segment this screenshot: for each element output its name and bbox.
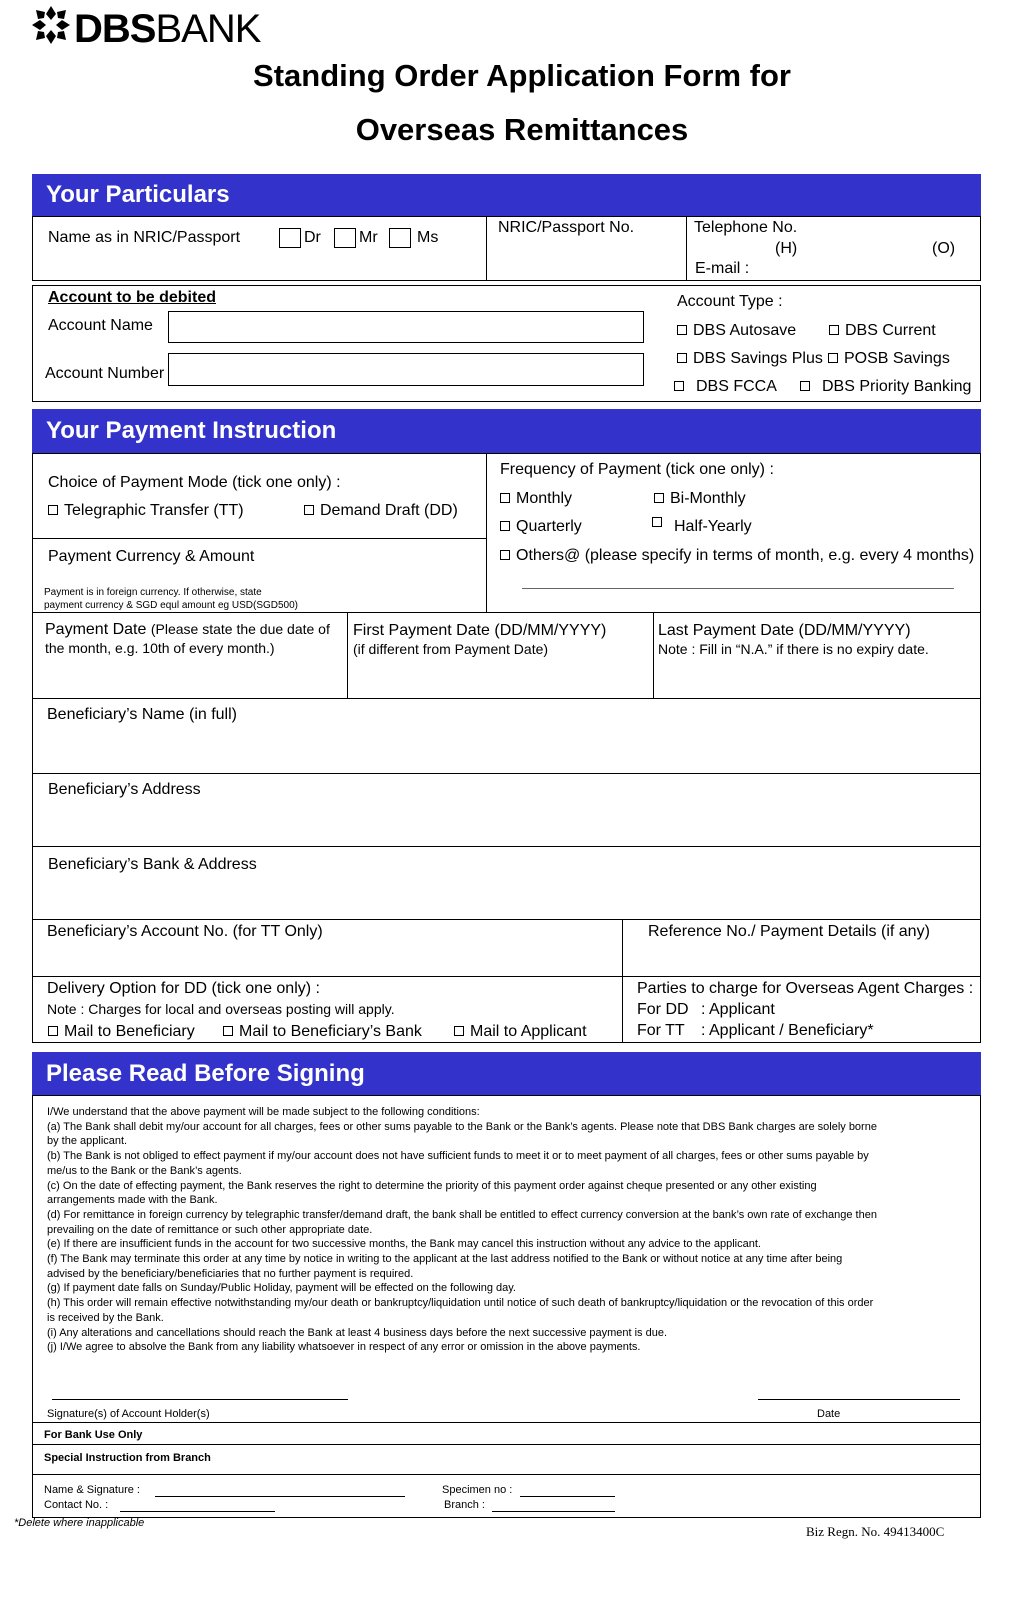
office-phone-label: (O) — [932, 240, 956, 257]
currency-note-line1: Payment is in foreign currency. If otherwise, state — [44, 587, 262, 598]
freq-bimonthly-label: Bi-Monthly — [670, 490, 746, 507]
signing-header: Please Read Before Signing — [32, 1052, 981, 1095]
first-payment-note: (if different from Payment Date) — [353, 641, 549, 657]
checkbox-icon — [48, 1026, 58, 1036]
reference-label: Reference No./ Payment Details (if any) — [648, 923, 930, 940]
divider — [347, 612, 348, 698]
freq-quarterly-label: Quarterly — [516, 518, 582, 535]
payment-date-note1: (Please state the due date of — [150, 621, 330, 637]
registration-number: Biz Regn. No. 49413400C — [806, 1524, 945, 1539]
condition-line: (g) If payment date falls on Sunday/Public Holiday, payment will be effected on the following day. — [47, 1282, 516, 1295]
title-ms-checkbox[interactable] — [389, 228, 411, 248]
charges-tt-value: : Applicant / Beneficiary* — [701, 1022, 874, 1039]
freq-bimonthly[interactable] — [654, 490, 746, 508]
divider — [32, 846, 981, 847]
signature-label: Signature(s) of Account Holder(s) — [47, 1408, 210, 1420]
freq-monthly-label: Monthly — [516, 490, 573, 507]
checkbox-icon — [223, 1026, 233, 1036]
nric-label: NRIC/Passport No. — [498, 219, 635, 236]
freq-others[interactable] — [500, 547, 974, 565]
account-heading: Account to be debited — [48, 289, 216, 306]
checkbox-icon — [800, 381, 810, 391]
specimen-line[interactable] — [520, 1496, 615, 1497]
type-current-label: DBS Current — [845, 322, 936, 339]
last-payment-label: Last Payment Date (DD/MM/YYYY) — [658, 622, 911, 639]
beneficiary-bank-label: Beneficiary’s Bank & Address — [48, 856, 257, 873]
account-name-label: Account Name — [48, 317, 153, 334]
type-savings-plus-label: DBS Savings Plus — [693, 350, 823, 367]
type-priority-label: DBS Priority Banking — [822, 378, 972, 395]
charges-dd-value: : Applicant — [701, 1001, 775, 1018]
checkbox-icon — [48, 505, 58, 515]
page-title-line1: Standing Order Application Form for — [253, 58, 791, 93]
brand-logo-text — [74, 6, 260, 52]
name-signature-line[interactable] — [155, 1496, 405, 1497]
others-specify-line[interactable] — [522, 588, 954, 589]
checkbox-icon — [674, 381, 684, 391]
divider — [32, 919, 981, 920]
dbs-star-logo-icon — [30, 4, 72, 46]
signature-line[interactable] — [52, 1399, 348, 1400]
account-type-label: Account Type : — [677, 293, 783, 310]
checkbox-icon — [828, 353, 838, 363]
delivery-bank[interactable] — [223, 1023, 422, 1041]
charges-label: Parties to charge for Overseas Agent Charges : — [637, 980, 974, 997]
condition-line: me/us to the Bank or the Bank’s agents. — [47, 1164, 242, 1177]
account-name-input[interactable] — [168, 311, 644, 343]
checkbox-icon — [500, 493, 510, 503]
checkbox-icon — [829, 325, 839, 335]
type-fcca[interactable] — [674, 378, 777, 396]
home-phone-label: (H) — [775, 240, 798, 257]
freq-halfyearly-label: Half-Yearly — [674, 518, 752, 535]
brand-thin: BANK — [155, 7, 261, 51]
payment-date-title: Payment Date — [45, 621, 147, 638]
telephone-label: Telephone No. — [694, 219, 798, 236]
title-ms-label: Ms — [417, 229, 439, 246]
frequency-label: Frequency of Payment (tick one only) : — [500, 461, 774, 478]
type-current[interactable] — [829, 322, 936, 340]
condition-line: arrangements made with the Bank. — [47, 1194, 218, 1207]
payment-box — [32, 453, 981, 1043]
divider — [486, 453, 487, 612]
condition-line: (a) The Bank shall debit my/our account for all charges, fees or other sums payable to the Bank or the Bank’s agents. Please note that DBS Bank charges are solely borne — [47, 1120, 877, 1133]
freq-halfyearly[interactable] — [652, 514, 752, 535]
condition-line: (b) The Bank is not obliged to effect payment if my/our account does not have sufficient funds to meet it or to meet payment of all charges, fees or other sums payable by — [47, 1150, 869, 1163]
condition-line: I/We understand that the above payment will be made subject to the following conditions: — [47, 1106, 480, 1118]
beneficiary-account-label: Beneficiary’s Account No. (for TT Only) — [47, 923, 323, 940]
condition-line: (d) For remittance in foreign currency by telegraphic transfer/demand draft, the bank shall be entitled to effect currency conversion at the bank’s own rate of exchange then — [47, 1208, 877, 1221]
bank-use-heading: For Bank Use Only — [44, 1429, 143, 1441]
divider — [32, 1444, 981, 1445]
delivery-applicant[interactable] — [454, 1023, 587, 1041]
condition-line: (c) On the date of effecting payment, the Bank reserves the right to determine the priority of this payment order against cheque presented or any other existing — [47, 1179, 817, 1192]
freq-quarterly[interactable] — [500, 518, 582, 536]
divider — [32, 1422, 981, 1423]
type-savings-plus[interactable] — [677, 350, 823, 368]
divider — [486, 216, 487, 281]
mode-dd[interactable] — [304, 502, 458, 520]
delivery-note: Note : Charges for local and overseas posting will apply. — [47, 1001, 395, 1017]
branch-label: Branch : — [444, 1499, 485, 1511]
type-priority[interactable] — [800, 378, 971, 396]
contact-line[interactable] — [120, 1511, 275, 1512]
checkbox-icon — [500, 550, 510, 560]
checkbox-icon — [652, 517, 662, 527]
last-payment-note: Note : Fill in “N.A.” if there is no expiry date. — [658, 641, 929, 657]
beneficiary-name-label: Beneficiary’s Name (in full) — [47, 706, 237, 723]
delivery-beneficiary[interactable] — [48, 1023, 195, 1041]
mode-dd-label: Demand Draft (DD) — [320, 502, 458, 519]
divider — [32, 1474, 981, 1475]
checkbox-icon — [454, 1026, 464, 1036]
condition-line: (i) Any alterations and cancellations should reach the Bank at least 4 business days before the next successive payment is due. — [47, 1326, 668, 1339]
branch-line[interactable] — [492, 1511, 615, 1512]
name-label: Name as in NRIC/Passport — [48, 229, 241, 246]
divider — [32, 773, 981, 774]
name-signature-label: Name & Signature : — [44, 1484, 140, 1496]
mode-label: Choice of Payment Mode (tick one only) : — [48, 474, 341, 491]
divider — [653, 612, 654, 698]
contact-label: Contact No. : — [44, 1499, 109, 1511]
type-posb-savings-label: POSB Savings — [844, 350, 950, 367]
checkbox-icon — [677, 325, 687, 335]
checkbox-icon — [677, 353, 687, 363]
date-line[interactable] — [758, 1399, 960, 1400]
divider — [32, 538, 486, 539]
divider — [32, 976, 981, 977]
date-label: Date — [817, 1408, 841, 1420]
condition-line: (h) This order will remain effective notwithstanding my/our death or bankruptcy/liquidation until notice of such death of bankruptcy/liquidation or the revocation of this order — [47, 1297, 874, 1310]
mode-tt[interactable] — [48, 502, 244, 520]
mode-tt-label: Telegraphic Transfer (TT) — [64, 502, 244, 519]
delivery-beneficiary-label: Mail to Beneficiary — [64, 1023, 195, 1040]
condition-line: (e) If there are insufficient funds in the account for two successive months, the Bank may cancel this instruction without any advice to the applicant. — [47, 1238, 761, 1251]
type-posb-savings[interactable] — [828, 350, 950, 368]
title-dr-checkbox[interactable] — [279, 228, 301, 248]
type-autosave-label: DBS Autosave — [693, 322, 797, 339]
conditions-list — [47, 1105, 977, 1355]
type-autosave[interactable] — [677, 322, 796, 340]
payment-date-label — [45, 621, 330, 639]
checkbox-icon — [500, 521, 510, 531]
first-payment-label: First Payment Date (DD/MM/YYYY) — [353, 622, 607, 639]
special-instruction-label: Special Instruction from Branch — [44, 1452, 211, 1464]
divider — [686, 216, 687, 281]
email-label: E-mail : — [695, 260, 750, 277]
condition-line: prevailing on the date of remittance or such other appropriate date. — [47, 1223, 373, 1236]
currency-label: Payment Currency & Amount — [48, 548, 255, 565]
charges-dd-key: For DD — [637, 1001, 689, 1018]
specimen-label: Specimen no : — [442, 1484, 513, 1496]
checkbox-icon — [304, 505, 314, 515]
title-mr-checkbox[interactable] — [334, 228, 356, 248]
payment-date-note2: the month, e.g. 10th of every month.) — [45, 640, 275, 656]
account-number-label: Account Number — [45, 365, 165, 382]
condition-line: (j) I/We agree to absolve the Bank from any liability whatsoever in respect of any error or omission in the above payments. — [47, 1341, 641, 1354]
title-dr-label: Dr — [304, 229, 321, 246]
payment-header: Your Payment Instruction — [32, 409, 981, 453]
type-fcca-label: DBS FCCA — [696, 378, 777, 395]
divider — [32, 698, 981, 699]
brand-bold: DBS — [74, 7, 156, 51]
account-number-input[interactable] — [168, 353, 644, 386]
checkbox-icon — [654, 493, 664, 503]
delete-note: *Delete where inapplicable — [14, 1517, 145, 1529]
beneficiary-address-label: Beneficiary’s Address — [48, 781, 201, 798]
page-title-line2: Overseas Remittances — [355, 112, 689, 147]
condition-line: advised by the beneficiary/beneficiaries that no further payment is required. — [47, 1267, 414, 1280]
delivery-label: Delivery Option for DD (tick one only) : — [47, 980, 320, 997]
particulars-header: Your Particulars — [32, 174, 981, 216]
title-mr-label: Mr — [359, 229, 378, 246]
freq-others-label: Others@ (please specify in terms of month, e.g. every 4 months) — [516, 547, 975, 564]
condition-line: by the applicant. — [47, 1135, 128, 1148]
condition-line: is received by the Bank. — [47, 1311, 164, 1324]
divider — [32, 612, 981, 613]
condition-line: (f) The Bank may terminate this order at any time by notice in writing to the applicant at the last address notified to the Bank or without notice at any time after being — [47, 1253, 843, 1266]
delivery-bank-label: Mail to Beneficiary’s Bank — [239, 1023, 422, 1040]
currency-note-line2: payment currency & SGD equl amount eg USD(SGD500) — [44, 600, 298, 611]
charges-tt-key: For TT — [637, 1022, 685, 1039]
divider — [622, 919, 623, 1043]
freq-monthly[interactable] — [500, 490, 572, 508]
delivery-applicant-label: Mail to Applicant — [470, 1023, 587, 1040]
